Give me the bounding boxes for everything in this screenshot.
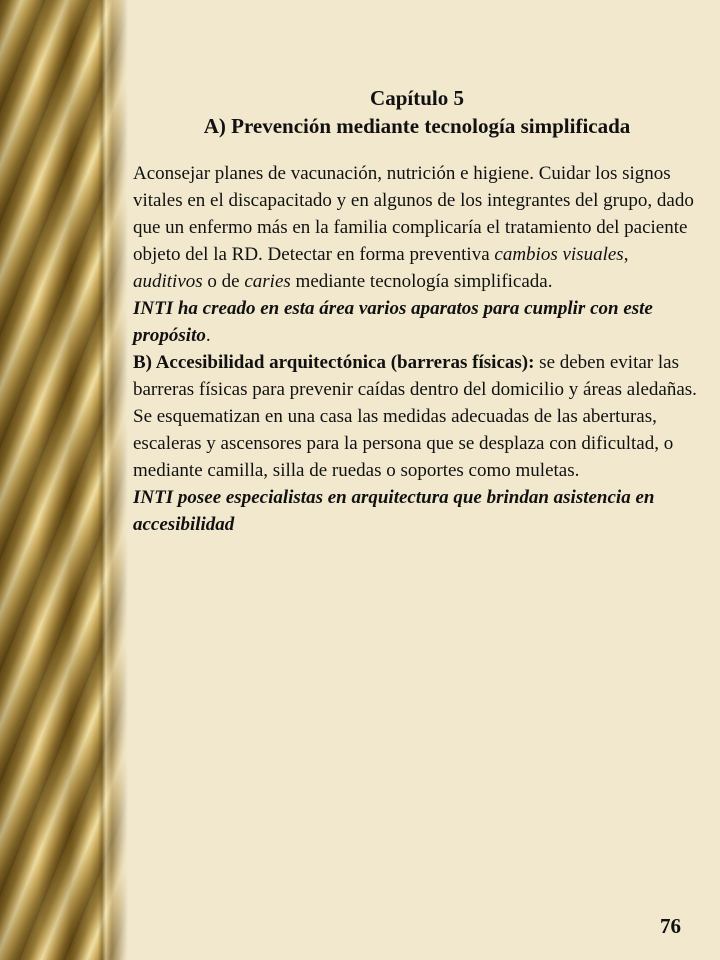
chapter-title: Capítulo 5: [370, 86, 464, 110]
paragraph-a-text3: mediante tecnología simplificada.: [290, 271, 553, 292]
inti-note-b: INTI posee especialistas en arquitectura que brindan asistencia en accesibilidad: [133, 487, 655, 535]
italic-auditivos: auditivos: [133, 271, 203, 292]
section-b-heading: B) Accesibilidad arquitectónica (barreras físicas):: [133, 352, 535, 373]
inti-note-a: INTI ha creado en esta área varios aparatos para cumplir con este propósito: [133, 298, 653, 346]
paragraph-a-text1: Aconsejar planes de vacunación, nutrición e higiene. Cuidar los signos vitales en el discapacitado y en algunos de los integrantes del grupo, dado que un enfermo más en la familia complicaría el tratamiento del paciente objeto del la RD. Detectar en forma preventiva: [133, 163, 694, 265]
content-area: [133, 84, 701, 538]
paragraph-a-text2: o de: [202, 271, 245, 292]
paragraph-a-comma: ,: [623, 244, 629, 265]
paragraph-b-text: se deben evitar las barreras físicas para prevenir caídas dentro del domicilio y áreas aledañas. Se esquematizan en una casa las medidas adecuadas de las aberturas, escaleras y ascensores para la persona que se desplaza con dificultad, o mediante camilla, silla de ruedas o soportes como muletas.: [133, 352, 697, 481]
section-a-title: A) Prevención mediante tecnología simplificada: [203, 114, 631, 138]
italic-cambios-visuales: cambios visuales: [494, 244, 624, 265]
inti-note-a-period: .: [205, 325, 211, 346]
italic-caries: caries: [244, 271, 291, 292]
page-number: 76: [660, 914, 681, 938]
decorative-gold-border: [0, 0, 128, 960]
paragraph-a: [133, 160, 701, 349]
paragraph-b: [133, 349, 701, 538]
